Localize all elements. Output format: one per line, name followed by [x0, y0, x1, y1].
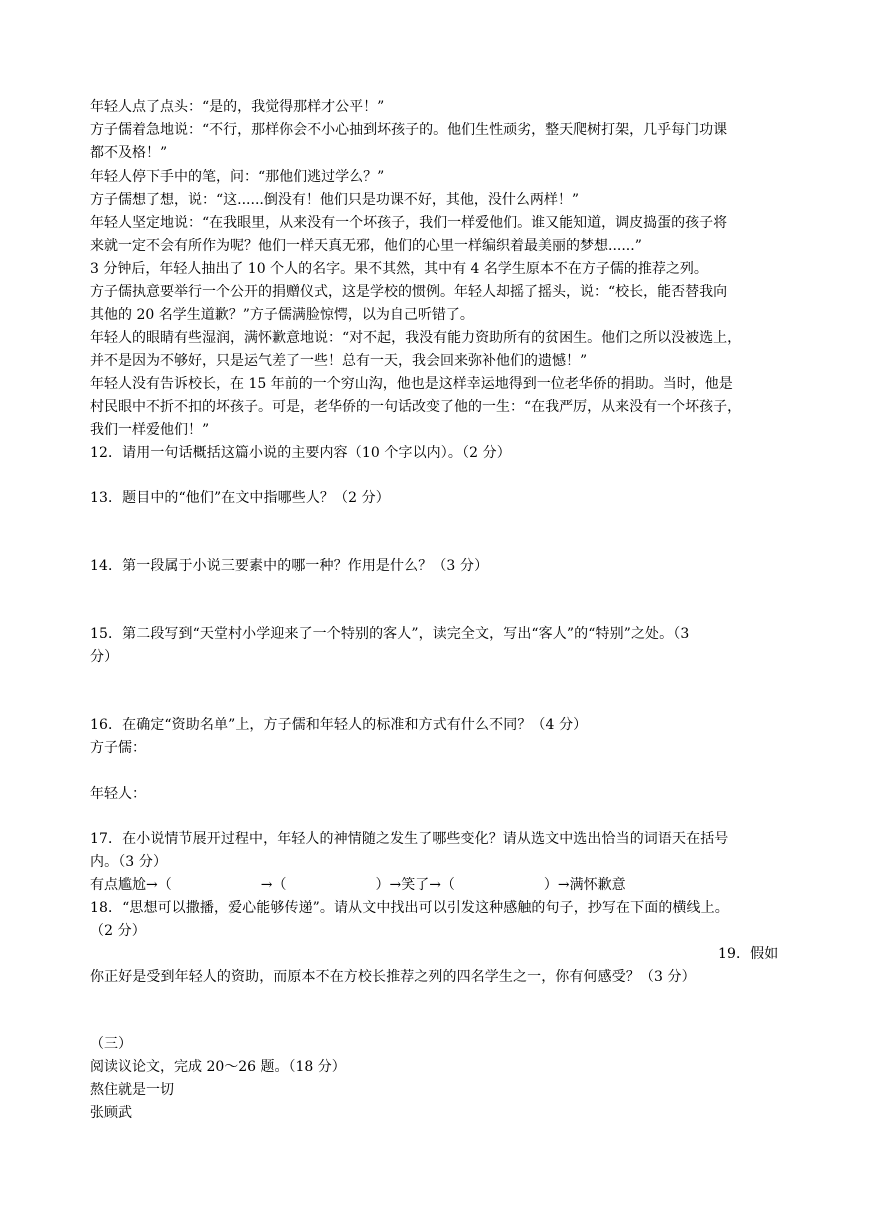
question-15: 15．第二段写到“天堂村小学迎来了一个特别的客人”，读完全文，写出“客人”的“特别”之处。（3 [90, 626, 690, 642]
story-paragraph-cont: 其他的 20 名学生道歉？”方子儒满脸惊愕，以为自己听错了。 [90, 307, 474, 323]
question-17-cont: 内。（3 分） [90, 854, 168, 870]
answer-label-fang: 方子儒： [90, 740, 146, 756]
story-paragraph-cont: 都不及格！” [90, 145, 168, 161]
story-paragraph: 年轻人点了点头：“是的，我觉得那样才公平！” [90, 99, 385, 115]
story-paragraph: 3 分钟后，年轻人抽出了 10 个人的名字。果不其然，其中有 4 名学生原本不在方子儒的推荐之列。 [90, 261, 708, 277]
section-heading: （三） [90, 1036, 132, 1052]
question-17: 17．在小说情节展开过程中，年轻人的神情随之发生了哪些变化？请从选文中选出恰当的词语天在括号 [90, 831, 729, 847]
story-paragraph-cont: 来就一定不会有所作为呢？他们一样天真无邪，他们的心里一样编织着最美丽的梦想......” [90, 238, 642, 254]
story-paragraph: 方子儒着急地说：“不行，那样你会不小心抽到坏孩子的。他们生性顽劣，整天爬树打架，几乎每门功课 [90, 122, 728, 138]
question-19-cont: 你正好是受到年轻人的资助，而原本不在方校长推荐之列的四名学生之一，你有何感受？（3 分） [90, 969, 696, 985]
question-14: 14．第一段属于小说三要素中的哪一种？作用是什么？（3 分） [90, 558, 489, 574]
story-paragraph: 年轻人没有告诉校长，在 15 年前的一个穷山沟，他也是这样幸运地得到一位老华侨的捐助。当时，他是 [90, 376, 733, 392]
story-paragraph-cont: 我们一样爱他们！” [90, 422, 210, 438]
story-paragraph: 方子儒想了想，说：“这......倒没有！他们只是功课不好，其他，没什么两样！” [90, 192, 580, 208]
story-paragraph: 年轻人坚定地说：“在我眼里，从来没有一个坏孩子，我们一样爱他们。谁又能知道，调皮捣蛋的孩子将 [90, 215, 728, 231]
question-19: 19．假如 [718, 946, 779, 962]
story-paragraph: 年轻人停下手中的笔，问：“那他们逃过学么？” [90, 169, 385, 185]
answer-label-young: 年轻人： [90, 786, 146, 802]
question-15-cont: 分） [90, 649, 119, 665]
story-paragraph: 年轻人的眼睛有些湿润，满怀歉意地说：“对不起，我没有能力资助所有的贫困生。他们之所以没被选上， [90, 330, 742, 346]
question-18-cont: （2 分） [90, 923, 146, 939]
section-instruction: 阅读议论文，完成 20～26 题。（18 分） [90, 1059, 346, 1075]
question-18: 18．“思想可以撒播，爱心能够传递”。请从文中找出可以引发这种感触的句子，抄写在下面的横线上。 [90, 900, 729, 916]
question-17-blanks: 有点尴尬→（ →（ ）→笑了→（ ）→满怀歉意 [90, 877, 626, 893]
story-paragraph-cont: 村民眼中不折不扣的坏孩子。可是，老华侨的一句话改变了他的一生：“在我严厉，从来没有一个坏孩子， [90, 399, 742, 415]
question-12: 12．请用一句话概括这篇小说的主要内容（10 个字以内）。（2 分） [90, 445, 511, 461]
article-title: 熬住就是一切 [90, 1082, 174, 1098]
article-author: 张顾武 [90, 1105, 132, 1121]
question-13: 13．题目中的“他们”在文中指哪些人？（2 分） [90, 490, 390, 506]
story-paragraph-cont: 并不是因为不够好，只是运气差了一些！总有一天，我会回来弥补他们的遗憾！” [90, 353, 588, 369]
story-paragraph: 方子儒执意要举行一个公开的捐赠仪式，这是学校的惯例。年轻人却摇了摇头，说：“校长，能否替我向 [90, 284, 728, 300]
question-16: 16．在确定“资助名单”上，方子儒和年轻人的标准和方式有什么不同？（4 分） [90, 717, 588, 733]
